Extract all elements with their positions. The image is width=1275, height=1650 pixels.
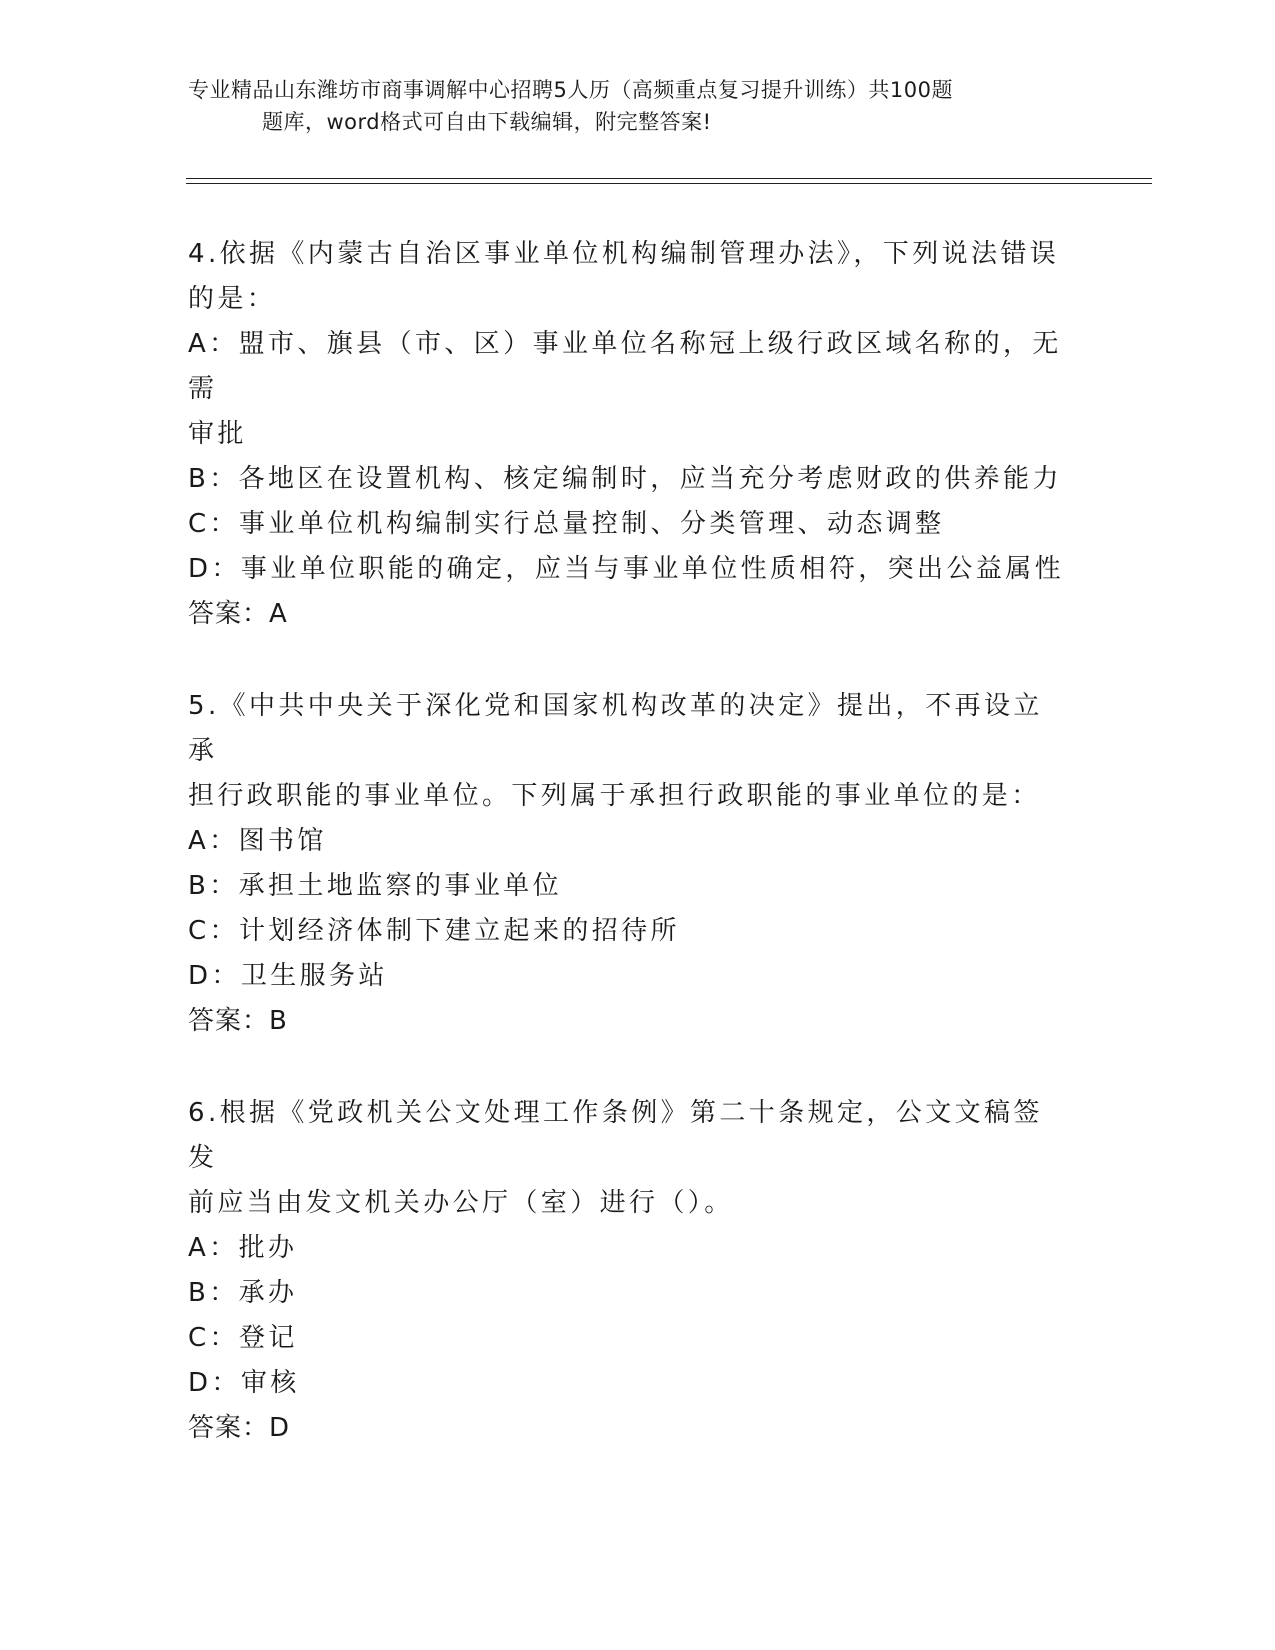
header-title-line-2: 题库，word格式可自由下载编辑，附完整答案! bbox=[262, 110, 712, 134]
answer-text: 答案：B bbox=[188, 1006, 288, 1036]
question-stem: 前应当由发文机关办公厅（室）进行（）。 bbox=[188, 1188, 734, 1218]
document-header bbox=[188, 74, 1088, 138]
option-b: B：承办 bbox=[188, 1278, 298, 1308]
question-list bbox=[188, 232, 1068, 1498]
option-c: C：计划经济体制下建立起来的招待所 bbox=[188, 916, 680, 946]
question-stem: 的是： bbox=[188, 284, 277, 314]
question-stem: 4.依据《内蒙古自治区事业单位机构编制管理办法》，下列说法错误 bbox=[188, 239, 1060, 269]
option-b: B：承担土地监察的事业单位 bbox=[188, 871, 563, 901]
answer-text: 答案：D bbox=[188, 1413, 291, 1443]
header-divider-top bbox=[186, 178, 1152, 179]
header-divider-bottom bbox=[186, 183, 1152, 184]
option-a: A：批办 bbox=[188, 1233, 298, 1263]
option-d: D：审核 bbox=[188, 1368, 300, 1398]
option-d: D：卫生服务站 bbox=[188, 961, 388, 991]
question-4 bbox=[188, 232, 1068, 637]
option-c: C：事业单位机构编制实行总量控制、分类管理、动态调整 bbox=[188, 509, 945, 539]
question-stem: 6.根据《党政机关公文处理工作条例》第二十条规定，公文文稿签发 bbox=[188, 1098, 1043, 1173]
question-stem: 5.《中共中央关于深化党和国家机构改革的决定》提出，不再设立承 bbox=[188, 691, 1043, 766]
option-a: A：盟市、旗县（市、区）事业单位名称冠上级行政区域名称的，无需 bbox=[188, 329, 1062, 404]
option-a: A：图书馆 bbox=[188, 826, 327, 856]
option-a-continued: 审批 bbox=[188, 419, 247, 449]
question-5 bbox=[188, 684, 1068, 1044]
header-title-line-1: 专业精品山东潍坊市商事调解中心招聘5人历（高频重点复习提升训练）共100题 bbox=[188, 78, 953, 102]
question-stem: 担行政职能的事业单位。下列属于承担行政职能的事业单位的是： bbox=[188, 781, 1041, 811]
question-6 bbox=[188, 1091, 1068, 1451]
option-d: D：事业单位职能的确定，应当与事业单位性质相符，突出公益属性 bbox=[188, 554, 1065, 584]
option-c: C：登记 bbox=[188, 1323, 298, 1353]
option-b: B：各地区在设置机构、核定编制时，应当充分考虑财政的供养能力 bbox=[188, 464, 1062, 494]
answer-text: 答案：A bbox=[188, 599, 288, 629]
